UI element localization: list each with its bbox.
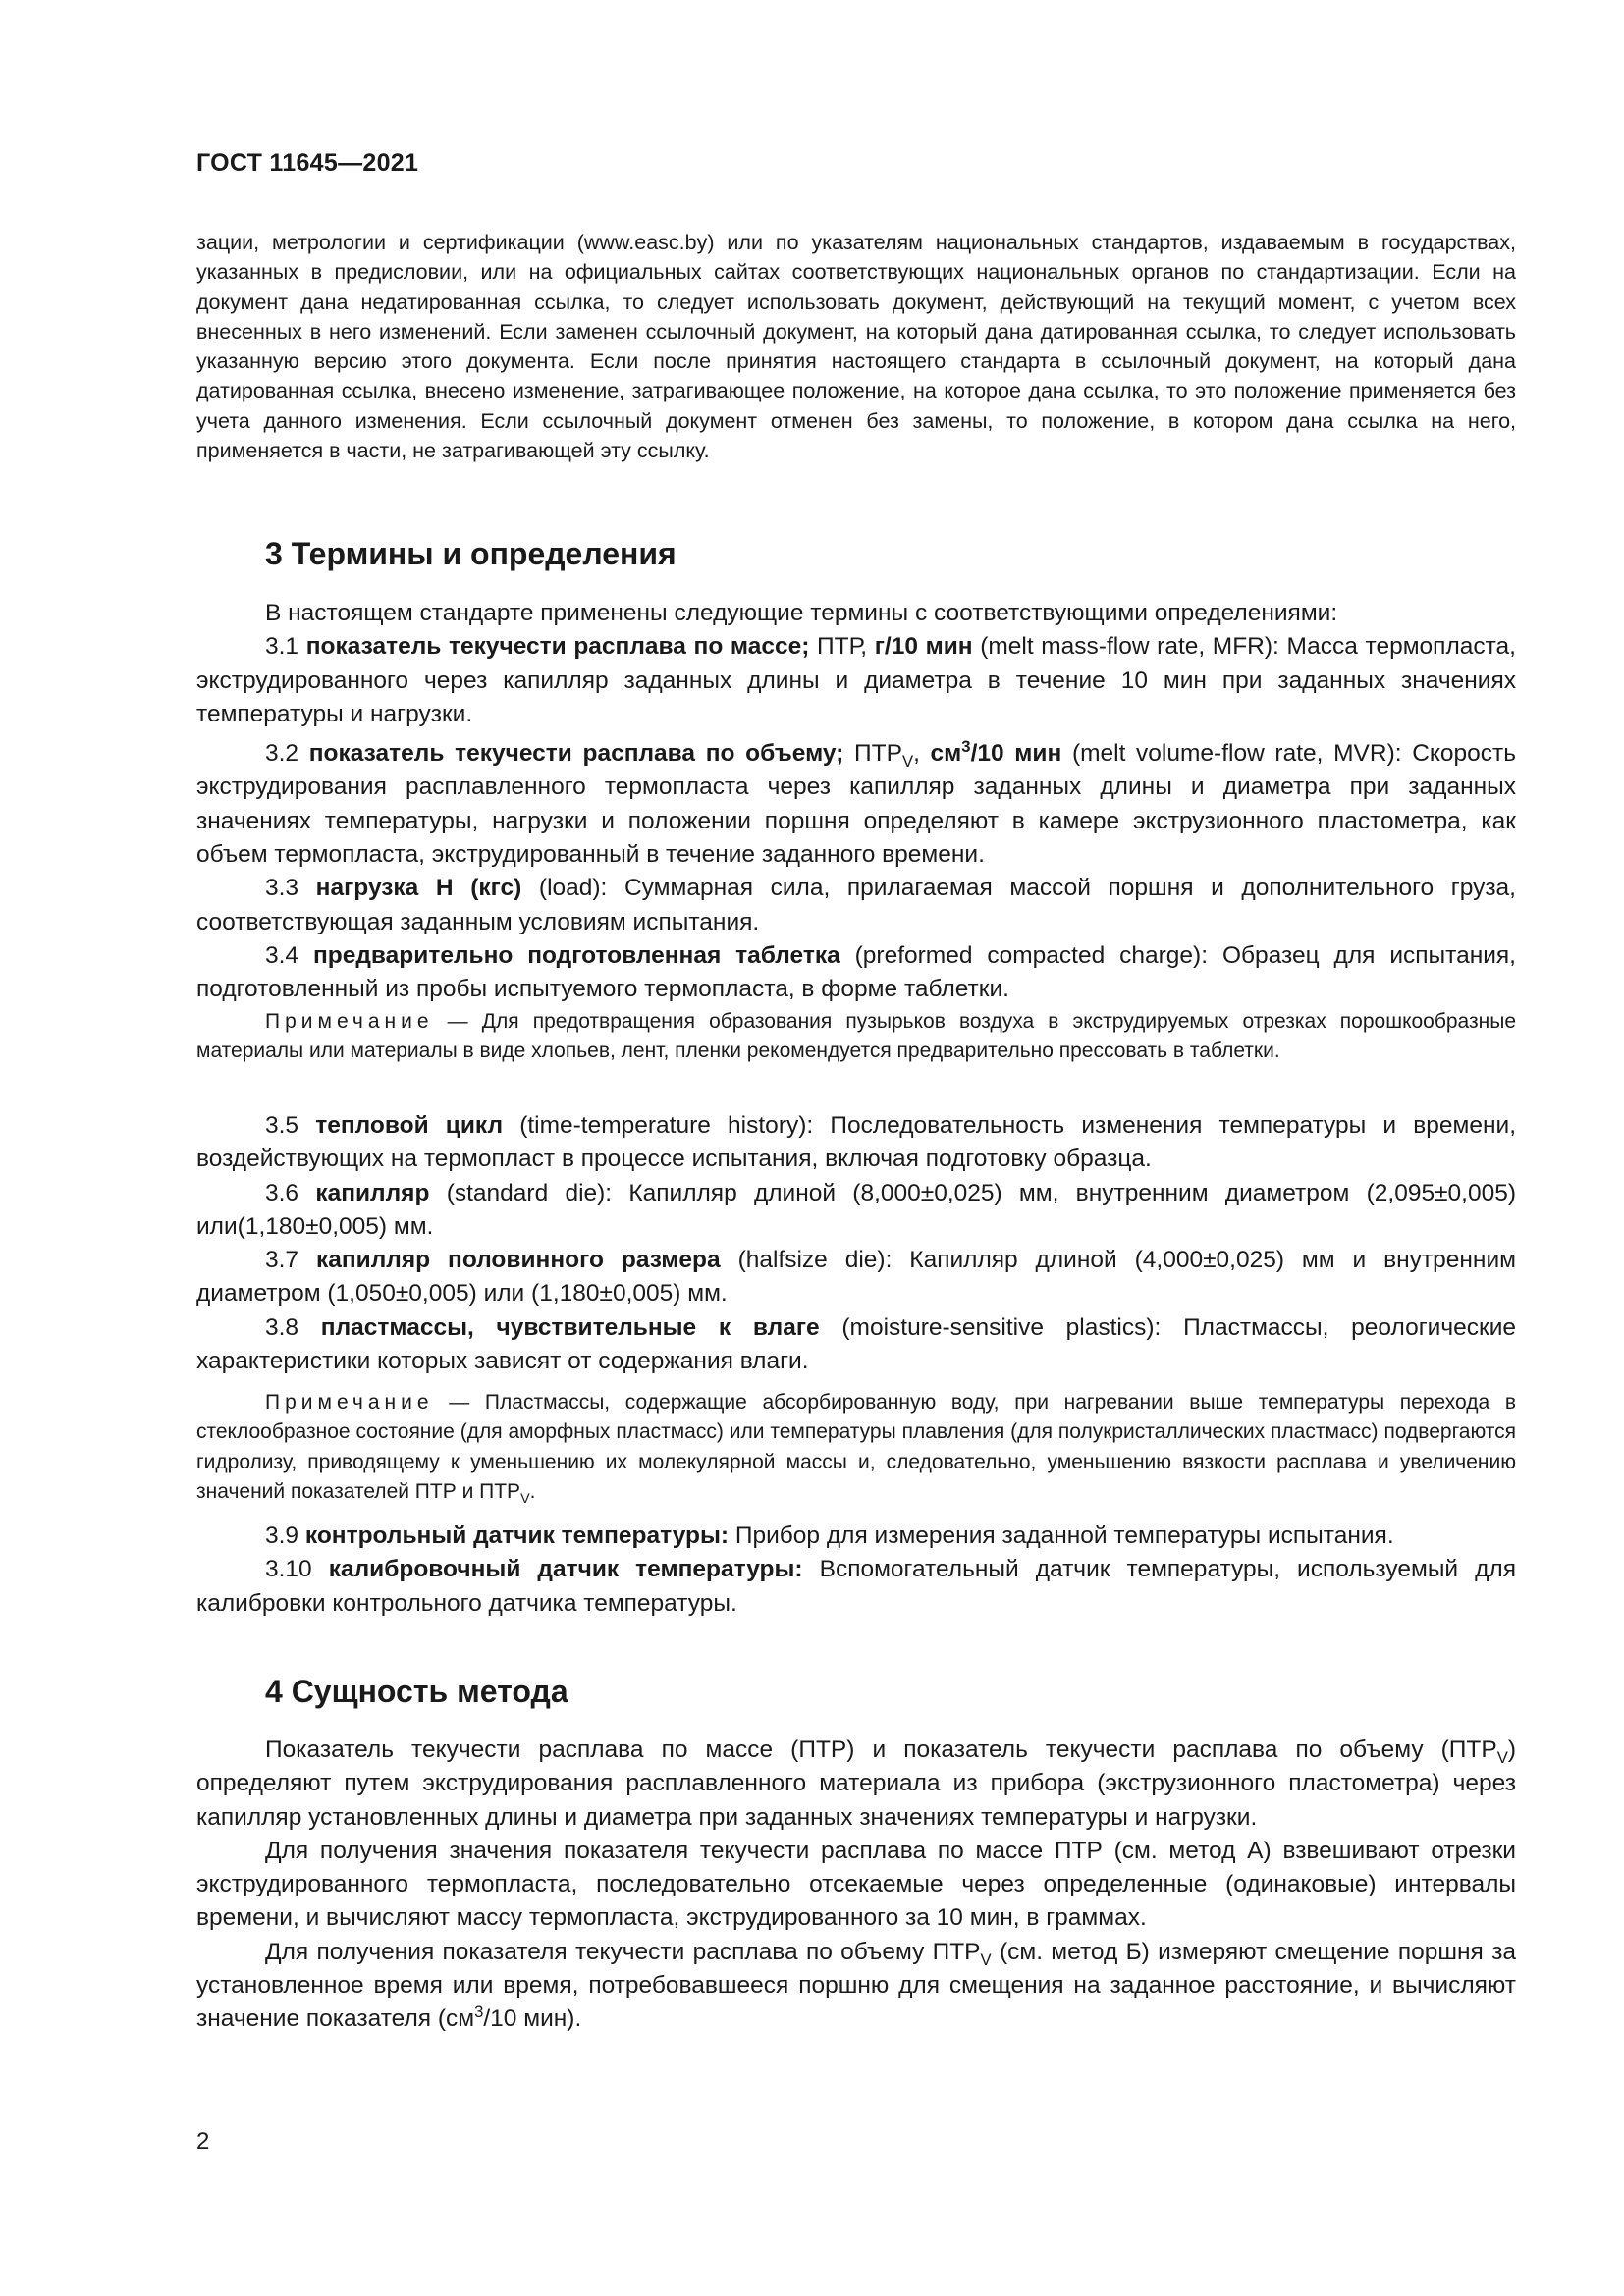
section-4-para-2: Для получения значения показателя текучести расплава по массе ПТР (см. метод А) взвешивают отрезки экструдированного термопласта, последовательно отсекаемые через определенные (одинаковые) интервалы времени, и вычисляют массу термопласта, экструдированного за 10 мин, в граммах. — [196, 1837, 1516, 1932]
page-number: 2 — [196, 2128, 210, 2155]
section-3-terms-c — [196, 1520, 1516, 1621]
note-1: Примечание — Для предотвращения образования пузырьков воздуха в экструдируемых отрезках порошкообразные материалы или материалы в виде хлопьев, лент, пленки рекомендуется предварительно прессовать в таблетки. — [196, 1010, 1516, 1063]
intro-paragraph — [196, 228, 1516, 465]
term-3-7: 3.7 капилляр половинного размера (halfsize die): Капилляр длиной (4,000±0,025) мм и внутренним диаметром (1,050±0,005) или (1,180±0,005) мм. — [196, 1247, 1516, 1308]
note-2: Примечание — Пластмассы, содержащие абсорбированную воду, при нагревании выше температуры перехода в стеклообразное состояние (для аморфных пластмасс) или температуры плавления (для полукристаллических пластмасс) подвергаются гидролизу, приводящему к уменьшению их молекулярной массы и, следовательно, уменьшению вязкости расплава и увеличению значений показателей ПТР и $ПТР_V$. — [196, 1391, 1516, 1508]
term-3-8: 3.8 пластмассы, чувствительные к влаге (moisture-sensitive plastics): Пластмассы, реологические характеристики которых зависят от содержания влаги. — [196, 1313, 1517, 1375]
section-3-terms-a — [196, 597, 1516, 1007]
section-4-para-3: Для получения показателя текучести расплава по объему $ПТР_V$ (см. метод Б) измеряют смещение поршня за установленное время или время, потребовавшееся поршню для смещения на заданное расстояние, и вычисляют значение показателя ($см^3/10$ мин). — [196, 1938, 1516, 2033]
intro-text: зации, метрологии и сертификации (www.easc.by) или по указателям национальных стандартов, издаваемым в государствах, указанных в предисловии, или на официальных сайтах соответствующих национальных органов по стандартизации. Если на документ дана недатированная ссылка, то следует использовать документ, действующий на текущий момент, с учетом всех внесенных в него изменений. Если заменен ссылочный документ, на который дана датированная ссылка, то следует использовать указанную версию этого документа. Если после принятия настоящего стандарта в ссылочный документ, на который дана датированная ссылка, внесено изменение, затрагивающее положение, на которое дана ссылка, то это положение применяется без учета данного изменения. Если ссылочный документ отменен без замены, то положение, в котором дана ссылка на него, применяется в части, не затрагивающей эту ссылку. — [196, 231, 1516, 463]
document-header: ГОСТ 11645—2021 — [196, 149, 419, 177]
note-label: Примечание — [265, 1391, 434, 1414]
section-3-lead: В настоящем стандарте применены следующие термины с соответствующими определениями: — [265, 600, 1338, 626]
term-3-3: 3.3 нагрузка Н (кгс) (load): Суммарная сила, прилагаемая массой поршня и дополнительного груза, соответствующая заданным условиям испытания. — [196, 875, 1516, 935]
note-label: Примечание — [265, 1010, 434, 1033]
section-3-terms-b — [196, 1109, 1516, 1378]
term-3-1: 3.1 показатель текучести расплава по массе; ПТР, г/10 мин (melt mass-flow rate, MFR): Масса термопласта, экструдированного через капилляр заданных длины и диаметра в течение 10 мин при заданных значениях температуры и нагрузки. — [196, 633, 1516, 727]
section-4-title: 4 Сущность метода — [265, 1674, 568, 1709]
term-3-5: 3.5 тепловой цикл (time-temperature history): Последовательность изменения температуры и времени, воздействующих на термопласт в процессе испытания, включая подготовку образца. — [196, 1112, 1517, 1173]
term-3-6: 3.6 капилляр (standard die): Капилляр длиной (8,000±0,025) мм, внутренним диаметром (2,095±0,005) или(1,180±0,005) мм. — [196, 1179, 1516, 1240]
section-3-title: 3 Термины и определения — [265, 536, 677, 571]
term-3-4: 3.4 предварительно подготовленная таблетка (preformed compacted charge): Образец для испытания, подготовленный из пробы испытуемого термопласта, в форме таблетки. — [196, 941, 1516, 1003]
term-3-9: 3.9 контрольный датчик температуры: Прибор для измерения заданной температуры испытания. — [265, 1522, 1394, 1549]
section-4-body — [196, 1734, 1516, 2037]
term-3-2: 3.2 показатель текучести расплава по объему; $ПТР_V$, $см^3/10$ мин (melt volume-flow rate, MVR): Скорость экструдирования расплавленного термопласта через капилляр заданных длины и диаметра при заданных значениях температуры, нагрузки и положении поршня определяют в камере экструзионного пластометра, как объем термопласта, экструдированный в течение заданного времени. — [196, 737, 1516, 869]
term-3-10: 3.10 калибровочный датчик температуры: Вспомогательный датчик температуры, используемый для калибровки контрольного датчика температуры. — [196, 1556, 1516, 1617]
section-4-para-1: Показатель текучести расплава по массе (ПТР) и показатель текучести расплава по объему $(ПТР_V)$ определяют путем экструдирования расплавленного материала из прибора (экструзионного пластометра) через капилляр установленных длины и диаметра при заданных значениях температуры и нагрузки. — [196, 1736, 1516, 1831]
